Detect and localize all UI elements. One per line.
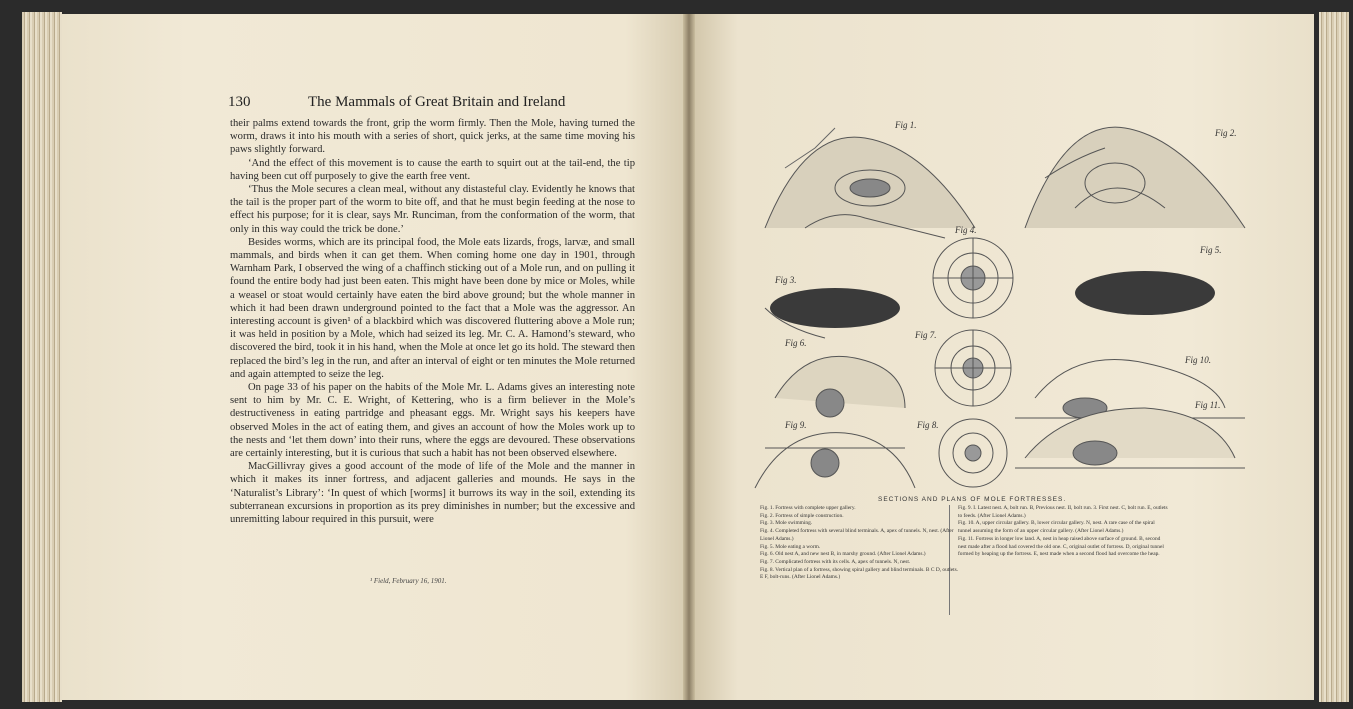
caption: Fig. 4. Completed fortress with several blind terminals. A, apex of tunnels. N, nest. (After Lionel Adams.)	[760, 528, 954, 542]
fig-label: Fig 11.	[1195, 400, 1221, 410]
caption: Fig. 6. Old nest A, and new nest B, in marshy ground. (After Lionel Adams.)	[760, 551, 926, 558]
caption: Fig. 9. I. Latest nest. A, bolt run. B, Previous nest. II, bolt run. 3. First nest. C, bolt run. E, outlets to feeds. (After Lionel Adams.)	[958, 505, 1168, 519]
caption: Fig. 11. Fortress in longer low land. A, nest in heap raised above surface of ground. B, second nest made after a flood had covered the old one. C, original outlet of fortress. D, original tunnel formed by heaping up the fortress. E, nest made when a second flood had overcome the heap.	[958, 535, 1164, 558]
fig5-mole	[1075, 271, 1215, 315]
paragraph: ‘Thus the Mole secures a clean meal, without any distasteful clay. Evidently he knows that the tail is the proper part of the worm to bite off, and that he must begin feeding at the nose to effect his purpose; for it is clear, says Mr. Runciman, from the conformation of the worm, that only in this way could the trick be done.’	[230, 184, 635, 235]
fig2-drawing	[1025, 127, 1245, 228]
plate-title: SECTIONS AND PLANS OF MOLE FORTRESSES.	[878, 496, 1067, 503]
page-number: 130	[228, 94, 251, 110]
caption: Fig. 5. Mole eating a worm.	[760, 543, 821, 550]
page-edges-right	[1319, 12, 1349, 702]
caption: Fig. 7. Complicated fortress with its cells. A, apex of tunnels. N, nest.	[760, 558, 911, 565]
fig8-plan	[939, 419, 1007, 487]
fig-label: Fig 7.	[915, 330, 937, 340]
caption: Fig. 8. Vertical plan of a fortress, showing spiral gallery and blind terminals. B C D, outlets. E F, bolt-runs. (After Lionel Adams.)	[760, 566, 959, 581]
fig-label: Fig 10.	[1185, 355, 1211, 365]
fig9-drawing	[755, 433, 915, 488]
page-edges-left	[22, 12, 62, 702]
fig-label: Fig 6.	[785, 338, 807, 348]
fig-label: Fig 5.	[1200, 245, 1222, 255]
captions-column-2	[958, 505, 1168, 559]
running-title: The Mammals of Great Britain and Ireland	[308, 94, 566, 110]
fig1-drawing	[765, 128, 975, 238]
illustration-plate	[745, 108, 1250, 493]
caption: Fig. 2. Fortress of simple construction.	[760, 512, 844, 519]
fig-label: Fig 4.	[955, 225, 977, 235]
fig6-drawing	[765, 356, 905, 448]
footnote: ¹ Field, February 16, 1901.	[370, 577, 447, 585]
fig3-mole	[765, 288, 900, 338]
caption: Fig. 3. Mole swimming.	[760, 520, 813, 527]
captions-column-1	[760, 505, 960, 582]
caption: Fig. 1. Fortress with complete upper gallery.	[760, 505, 856, 511]
fig-label: Fig 8.	[917, 420, 939, 430]
fig-label: Fig 9.	[785, 420, 807, 430]
paragraph: On page 33 of his paper on the habits of the Mole Mr. L. Adams gives an interesting note sent to him by Mr. C. E. Wright, of Kettering, who is a firm believer in the Mole’s destructiveness in eating partridge and pheasant eggs. Mr. Wright says his keepers have observed Moles in the act of eating them, and gives an account of how the Moles work up to the nests and ‘let them down’ into their runs, where the eggs are devoured. These observations are certainly interesting, but it is curious that such a habit has not been observed elsewhere.	[230, 382, 635, 460]
book-gutter	[683, 14, 695, 700]
fig7-plan	[935, 330, 1011, 406]
caption: Fig. 10. A, upper circular gallery. B, lower circular gallery. N, nest. A rare case of the spiral tunnel assuming the form of an upper circular gallery. (After Lionel Adams.)	[958, 520, 1155, 535]
fig-label: Fig 1.	[895, 120, 917, 130]
paragraph: ‘And the effect of this movement is to cause the earth to squirt out at the tail-end, the tip having been cut off purposely to give the earth free vent.	[230, 157, 635, 182]
paragraph: Besides worms, which are its principal food, the Mole eats lizards, frogs, larvæ, and small mammals, and birds when it can get them. When coming home one day in 1901, through Warnham Park, I observed the wing of a chaffinch sticking out of a Mole run, and on pulling it found the entire body had just been eaten. This might have been done by mice or Moles, while a weasel or stoat would certainly have eaten the bird above ground; but the whole manner in which it had been drawn underground pointed to the fact that a Mole was the aggressor. An interesting account is given¹ of a blackbird which was discovered fluttering above a Mole run; it was held in position by a Mole, which had seized its leg. Mr. C. A. Hamond’s steward, who discovered the bird, took it in his hand, when the Mole at once let go its hold. The steward then replaced the bird’s leg in the run, and after an interval of eight or ten minutes the Mole returned and again attempted to seize the leg.	[230, 236, 635, 380]
mole-fortress-illustrations	[745, 108, 1250, 493]
fig-label: Fig 2.	[1215, 128, 1237, 138]
paragraph: MacGillivray gives a good account of the mode of life of the Mole and the manner in which it makes its inner fortress, and adjacent galleries and mounds. He says in the ‘Naturalist’s Library’: ‘In quest of which [worms] it burrows its way in the soil, extending its subterranean excursions in proportion as its prey diminishes in number; but the excessive and unremitting labour required in this pursuit, were	[230, 461, 635, 526]
fig4-plan	[933, 238, 1013, 318]
body-text	[230, 117, 635, 526]
paragraph: their palms extend towards the front, grip the worm firmly. Then the Mole, having turned the worm, draws it into his mouth with a series of short, quick jerks, at the same time moving his paws slightly forward.	[230, 118, 635, 156]
fig-label: Fig 3.	[775, 275, 797, 285]
fig11-drawing	[1015, 408, 1245, 468]
